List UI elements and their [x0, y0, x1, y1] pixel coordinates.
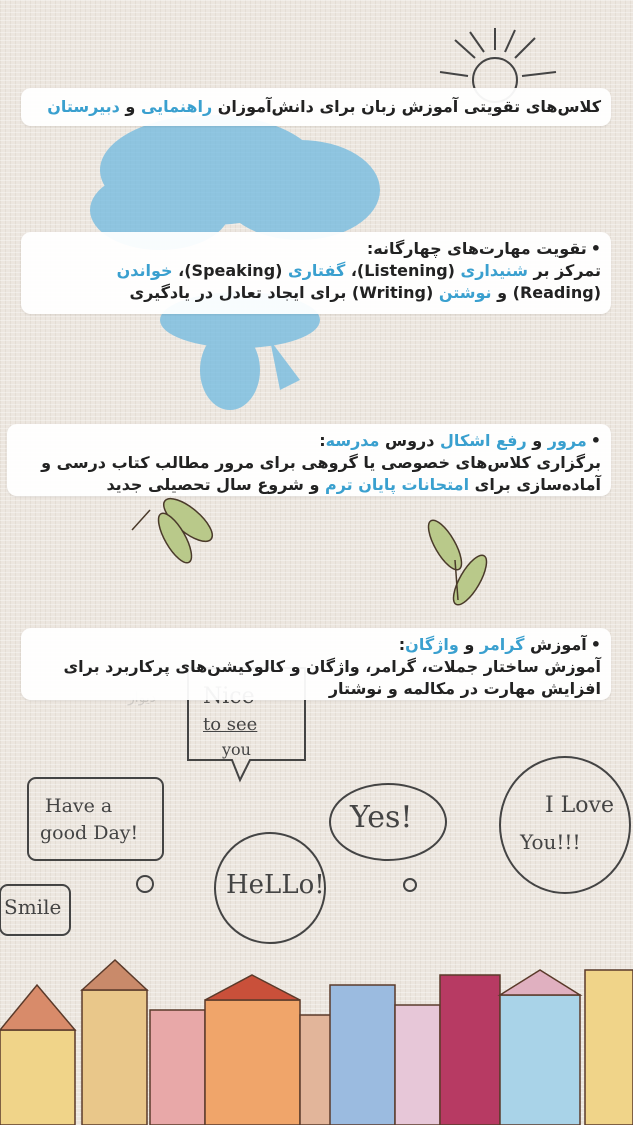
highlight: گرامر	[479, 635, 525, 654]
title-highlight: دبیرستان	[47, 97, 120, 116]
highlight: مرور	[547, 431, 587, 450]
highlight: واژگان	[405, 635, 459, 654]
section-line	[17, 474, 601, 496]
text: :	[398, 635, 406, 654]
bullet-icon: •	[590, 431, 601, 450]
doodle-hello: HeLLo!	[226, 870, 325, 900]
highlight: رفع اشکال	[440, 431, 527, 450]
text: (Speaking)،	[172, 261, 289, 280]
highlight: امتحانات پایان ترم	[325, 475, 470, 494]
highlight: خواندن	[116, 261, 173, 280]
section-grammar	[21, 628, 611, 700]
bullet-icon: •	[590, 239, 601, 258]
section-line	[31, 260, 601, 282]
heading-text: تقویت مهارت‌های چهارگانه:	[366, 239, 587, 258]
section-heading	[31, 634, 601, 656]
speech-bubble	[28, 778, 163, 860]
town-illustration	[0, 960, 633, 1125]
text: (Reading) و	[491, 283, 601, 302]
page-title	[21, 88, 611, 126]
text: و	[526, 431, 548, 450]
text: تمرکز بر	[527, 261, 601, 280]
title-highlight: راهنمایی	[140, 97, 213, 116]
doodle-tosee: to see	[203, 714, 258, 735]
highlight: نوشتن	[438, 283, 492, 302]
highlight: گفتاری	[288, 261, 346, 280]
doodle-you: you	[222, 740, 251, 759]
doodle-i-love: I Love	[545, 793, 614, 818]
text: (Writing) برای ایجاد تعادل در یادگیری	[129, 283, 439, 302]
highlight: مدرسه	[325, 431, 380, 450]
text: دروس	[379, 431, 441, 450]
doodle-smile: Smile	[4, 895, 62, 919]
text: آموزش	[524, 635, 587, 654]
section-line: افزایش مهارت در مکالمه و نوشتار	[328, 679, 601, 698]
speech-bubble	[500, 757, 630, 893]
doodle-good-day: good Day!	[40, 822, 139, 844]
text: آماده‌سازی برای	[469, 475, 601, 494]
text: (Listening)،	[345, 261, 461, 280]
section-heading	[31, 238, 601, 260]
bullet-icon: •	[590, 635, 601, 654]
text: و شروع سال تحصیلی جدید	[106, 475, 325, 494]
dragonfly-doodle	[422, 516, 492, 609]
title-text: کلاس‌های تقویتی آموزش زبان برای دانش‌آموزان	[212, 97, 601, 116]
doodle-have-a: Have a	[45, 795, 113, 817]
section-line	[31, 282, 601, 304]
text: و	[458, 635, 480, 654]
doodle-you-love: You!!!	[520, 830, 581, 854]
section-skills	[21, 232, 611, 314]
section-line: آموزش ساختار جملات، گرامر، واژگان و کالوکیشن‌های پرکاربرد برای	[63, 657, 601, 676]
section-heading	[17, 430, 601, 452]
section-review	[7, 424, 611, 496]
section-line: برگزاری کلاس‌های خصوصی یا گروهی برای مرور مطالب کتاب درسی و	[41, 453, 601, 472]
highlight: شنیداری	[460, 261, 528, 280]
text: :	[319, 431, 326, 450]
doodle-yes: Yes!	[350, 800, 413, 835]
dragonfly-doodle	[132, 492, 219, 568]
title-text: و	[119, 97, 141, 116]
